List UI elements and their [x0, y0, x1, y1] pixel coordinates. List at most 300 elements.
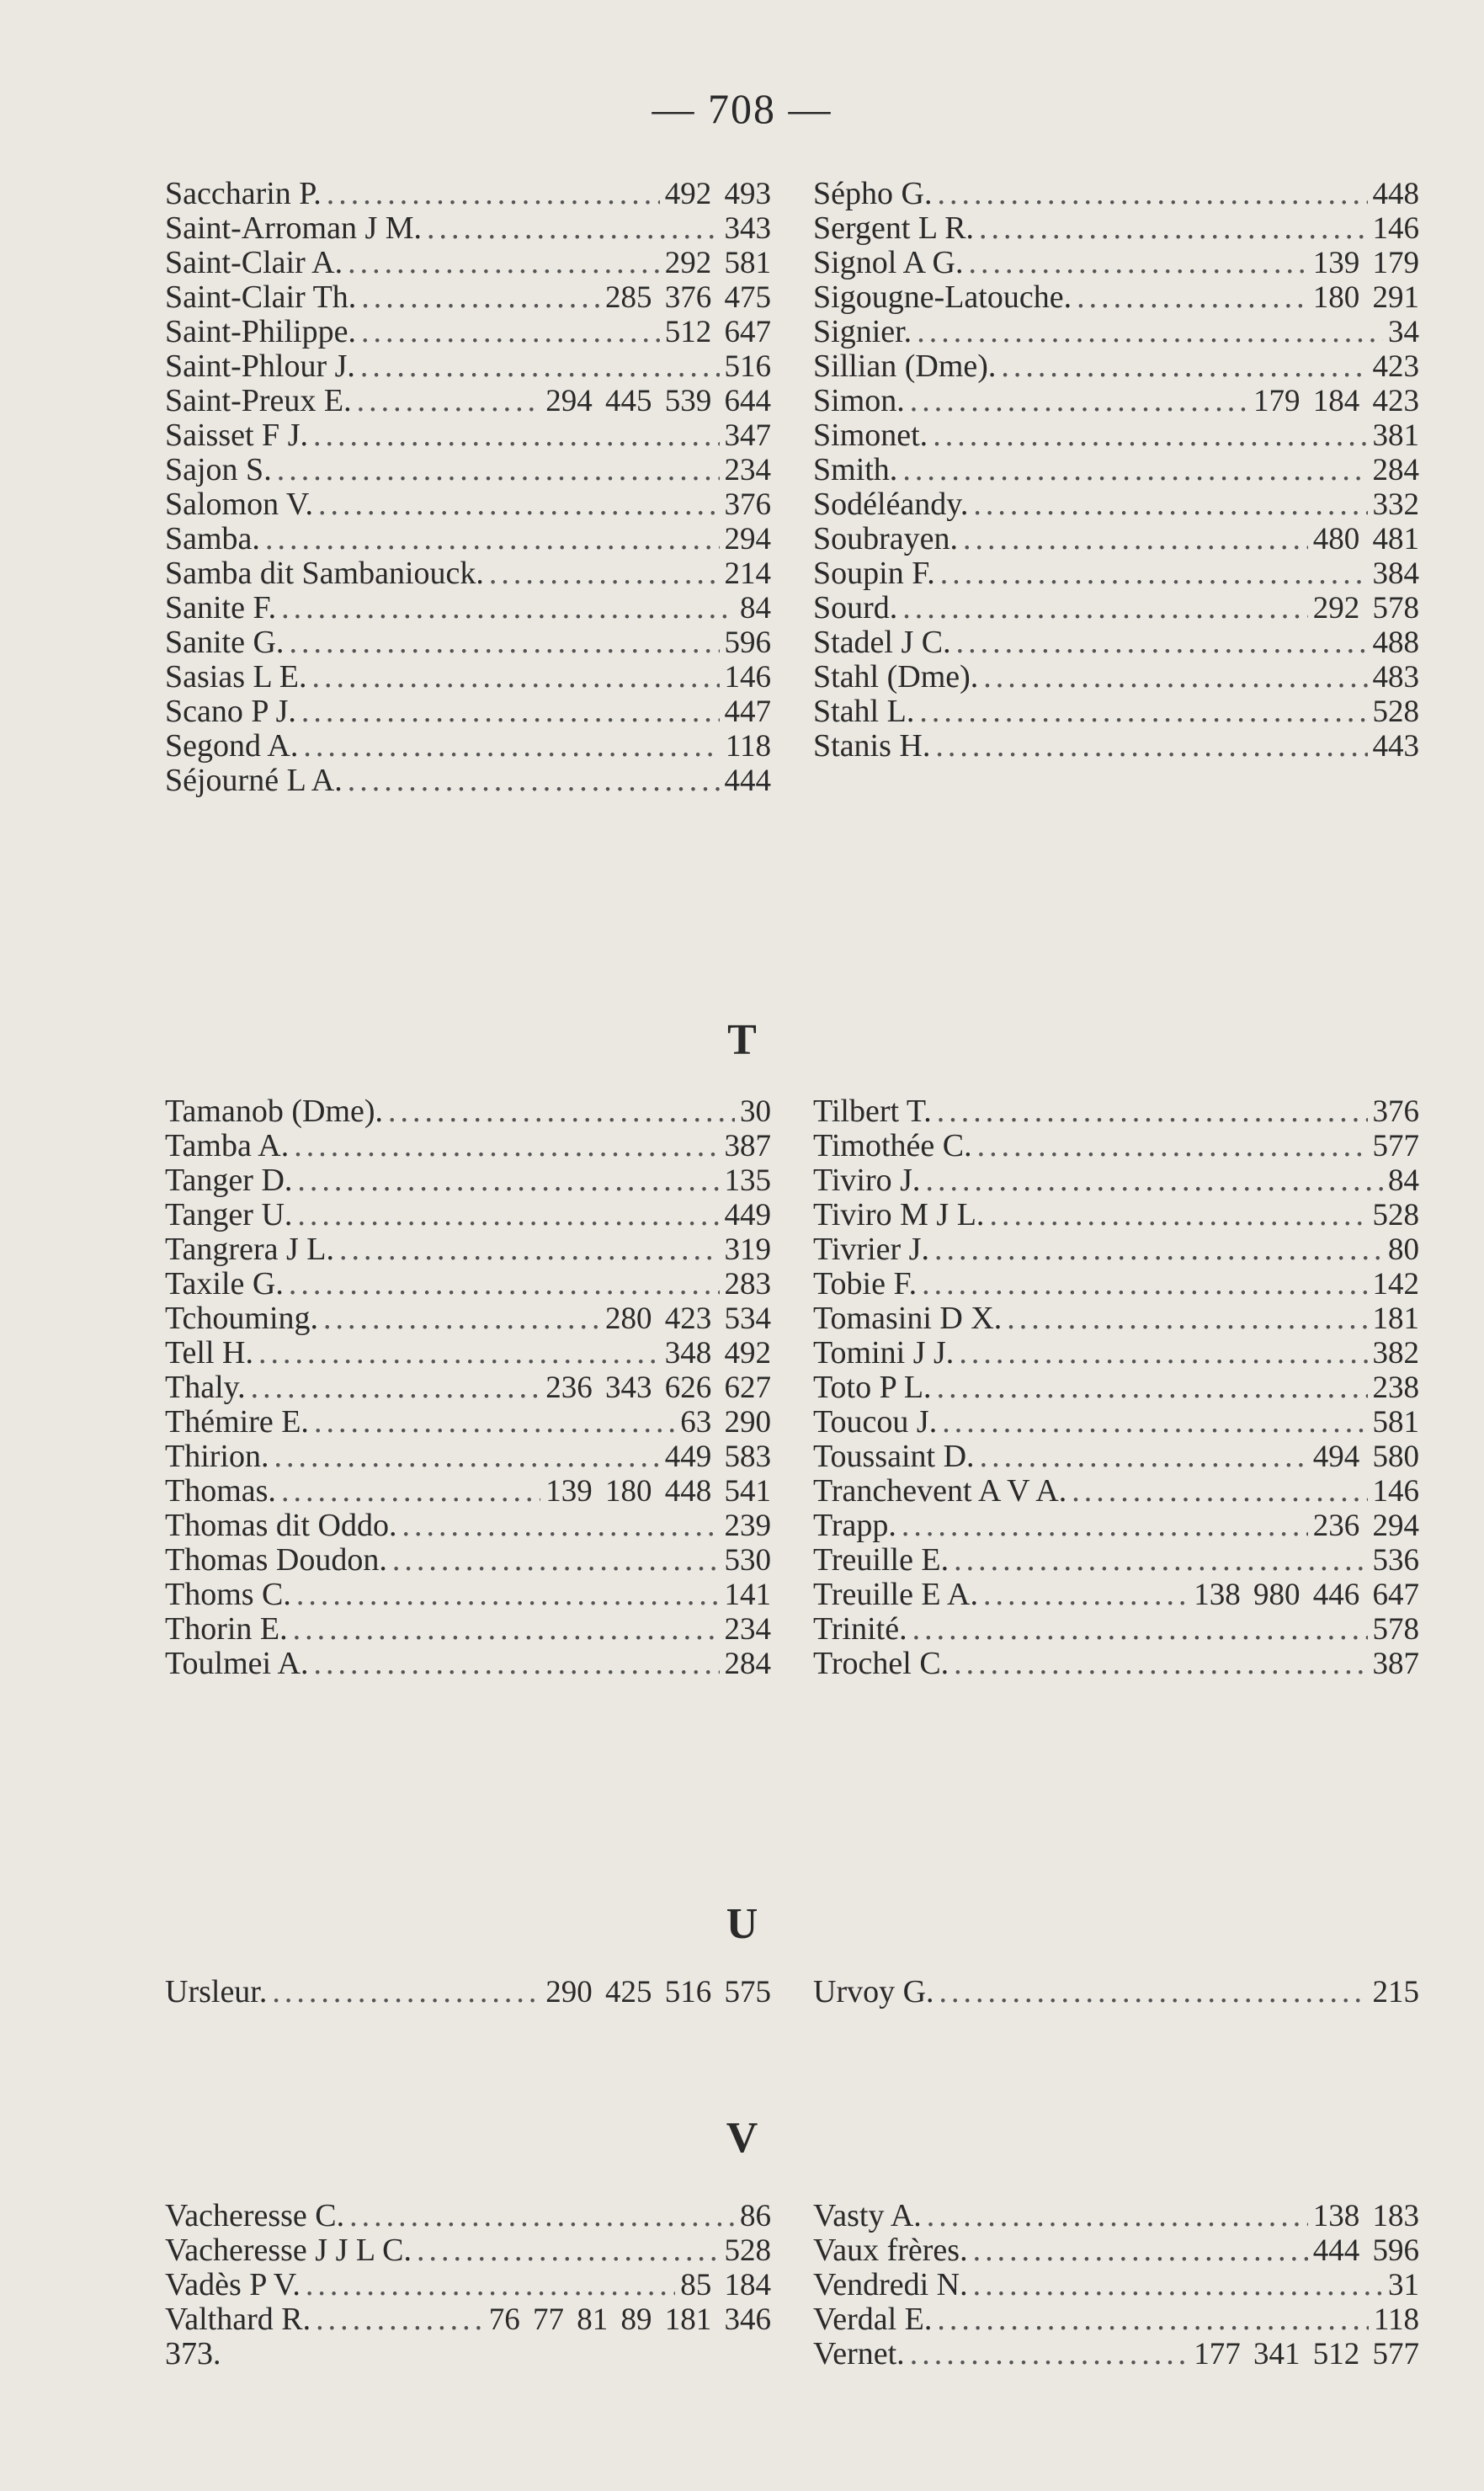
- dot-leader: [902, 453, 1367, 487]
- entry-name: Tangrera J L.: [165, 1232, 334, 1267]
- dot-leader: [489, 556, 720, 591]
- entry-pages: 348 492: [664, 1336, 771, 1371]
- entry-pages: 444 596: [1312, 2233, 1419, 2268]
- index-entry: [165, 1336, 771, 1371]
- entry-pages: 448: [1372, 177, 1419, 211]
- index-entry: [813, 280, 1419, 315]
- entry-pages: 236 294: [1312, 1509, 1419, 1543]
- entry-pages: 138 980 446 647: [1194, 1578, 1419, 1612]
- entry-name: Vacheresse J J L C.: [165, 2233, 412, 2268]
- dot-leader: [973, 2233, 1308, 2268]
- entry-name: Tchouming.: [165, 1301, 319, 1336]
- entry-name: Stahl (Dme).: [813, 659, 979, 695]
- dot-leader: [942, 1405, 1367, 1440]
- index-entry: [813, 1129, 1419, 1163]
- dot-leader: [327, 177, 660, 211]
- index-entry: [165, 2268, 771, 2302]
- entry-pages: 234: [724, 453, 771, 487]
- index-entry: [165, 487, 771, 522]
- entry-pages: 284: [724, 1647, 771, 1681]
- dot-leader: [937, 1094, 1368, 1129]
- entry-pages: 135: [724, 1163, 771, 1198]
- entry-name: Saint-Preux E.: [165, 383, 352, 418]
- index-entry: [813, 1371, 1419, 1405]
- index-entry: [165, 349, 771, 384]
- entry-pages: 381: [1372, 418, 1419, 453]
- index-entry: [165, 1198, 771, 1232]
- entry-pages: 384: [1372, 556, 1419, 591]
- dot-leader: [361, 280, 600, 315]
- entry-pages: 577: [1372, 1129, 1419, 1163]
- entry-name: Signol A G.: [813, 245, 964, 280]
- entry-name: Vadès P V.: [165, 2267, 301, 2302]
- index-entry: [813, 1509, 1419, 1543]
- dot-leader: [294, 1129, 719, 1163]
- index-entry: [813, 1543, 1419, 1578]
- entry-name: Treuille E.: [813, 1542, 949, 1578]
- entry-name: Saint-Arroman J M.: [165, 210, 423, 246]
- entry-name: Sergent L R.: [813, 210, 975, 246]
- index-entry: [165, 1163, 771, 1198]
- index-entry: [165, 625, 771, 660]
- entry-name: Tiviro M J L.: [813, 1197, 985, 1232]
- entry-pages: 332: [1372, 487, 1419, 522]
- index-entry: [813, 1232, 1419, 1267]
- index-entry: [813, 1094, 1419, 1129]
- entry-name: Sépho G.: [813, 176, 933, 211]
- index-entry: [813, 384, 1419, 418]
- entry-pages: 492 493: [664, 177, 771, 211]
- section-u-right-column: [813, 1975, 1419, 2009]
- section-letter-v: V: [726, 2114, 758, 2162]
- index-entry: [813, 591, 1419, 625]
- index-entry: [813, 246, 1419, 280]
- entry-name: Salomon V.: [165, 487, 313, 522]
- dot-leader: [318, 487, 720, 522]
- index-entry: [813, 660, 1419, 695]
- index-entry: [165, 1301, 771, 1336]
- dot-leader: [934, 1232, 1383, 1267]
- entry-name: Sigougne-Latouche.: [813, 279, 1072, 315]
- dot-leader: [910, 2337, 1189, 2371]
- dot-leader: [902, 591, 1307, 625]
- entry-name: Sodéléandy.: [813, 487, 969, 522]
- entry-name: Saint-Philippe.: [165, 314, 356, 349]
- index-entry: [165, 177, 771, 211]
- dot-leader: [349, 2199, 735, 2233]
- index-entry: [813, 1647, 1419, 1681]
- index-entry: [813, 487, 1419, 522]
- entry-pages: 294 445 539 644: [545, 384, 771, 418]
- dot-leader: [312, 660, 720, 695]
- index-entry: [165, 418, 771, 453]
- index-entry: [813, 2268, 1419, 2302]
- index-entry: [813, 1440, 1419, 1474]
- entry-name: Scano P J.: [165, 694, 296, 729]
- entry-pages: 444: [724, 764, 771, 798]
- dot-leader: [917, 315, 1383, 349]
- entry-pages: 180 291: [1312, 280, 1419, 315]
- entry-pages: 179 184 423: [1253, 384, 1419, 418]
- entry-name: Saint-Phlour J.: [165, 349, 355, 384]
- section-u-left-column: [165, 1975, 771, 2009]
- index-entry: [165, 764, 771, 798]
- entry-pages: 76 77 81 89 181 346: [488, 2302, 771, 2337]
- dot-leader: [1001, 349, 1367, 384]
- dot-leader: [388, 1094, 735, 1129]
- index-entry: [165, 2199, 771, 2233]
- index-entry: [813, 315, 1419, 349]
- entry-pages: 280 423 534: [605, 1301, 771, 1336]
- entry-name: Tamanob (Dme).: [165, 1094, 384, 1129]
- entry-name: Simonet.: [813, 418, 928, 453]
- entry-pages: 596: [724, 625, 771, 660]
- dot-leader: [935, 729, 1367, 764]
- entry-name: Vaux frères.: [813, 2233, 968, 2268]
- entry-name: Signier.: [813, 314, 912, 349]
- entry-name: Ursleur.: [165, 1974, 268, 2009]
- entry-name: Saisset F J.: [165, 418, 308, 453]
- section-letter-t: T: [727, 1016, 757, 1064]
- dot-leader: [956, 625, 1368, 660]
- dot-leader: [297, 1198, 719, 1232]
- entry-name: Tranchevent A V A.: [813, 1473, 1067, 1509]
- index-entry: [813, 349, 1419, 384]
- dot-leader: [297, 1163, 719, 1198]
- entry-pages: 139 179: [1312, 246, 1419, 280]
- entry-name: Valthard R.: [165, 2302, 311, 2337]
- index-entry: [165, 1509, 771, 1543]
- dot-leader: [289, 1267, 720, 1301]
- index-entry: [813, 695, 1419, 729]
- dot-leader: [293, 1612, 720, 1647]
- entry-name: Tiviro J.: [813, 1163, 921, 1198]
- entry-name: Smith.: [813, 452, 898, 487]
- entry-name: Thomas Doudon.: [165, 1542, 387, 1578]
- dot-leader: [361, 315, 660, 349]
- entry-name: Tomasini D X.: [813, 1301, 1003, 1336]
- entry-name: Vasty A.: [813, 2198, 922, 2233]
- entry-pages: 236 343 626 627: [545, 1371, 771, 1405]
- entry-name: Verdal E.: [813, 2302, 933, 2337]
- index-entry: [813, 2337, 1419, 2371]
- entry-pages: 146: [724, 660, 771, 695]
- entry-name: Thorin E.: [165, 1611, 288, 1647]
- index-entry: [165, 660, 771, 695]
- entry-pages: 376: [724, 487, 771, 522]
- index-entry: [813, 1163, 1419, 1198]
- entry-name: Tivrier J.: [813, 1232, 929, 1267]
- dot-leader: [402, 1509, 719, 1543]
- entry-name: Vacheresse C.: [165, 2198, 345, 2233]
- entry-pages: 238: [1372, 1371, 1419, 1405]
- index-entry: [165, 2302, 771, 2337]
- dot-leader: [274, 1440, 659, 1474]
- dot-leader: [258, 1336, 660, 1371]
- index-entry: [813, 1474, 1419, 1509]
- entry-name: Tomini J J.: [813, 1335, 955, 1371]
- entry-pages: 86: [740, 2199, 771, 2233]
- dot-leader: [989, 1198, 1367, 1232]
- dot-leader: [316, 2302, 484, 2337]
- index-entry: [165, 1371, 771, 1405]
- entry-name: Toulmei A.: [165, 1646, 309, 1681]
- index-entry: [813, 2199, 1419, 2233]
- entry-name: Sanite G.: [165, 625, 285, 660]
- dot-leader: [973, 2268, 1383, 2302]
- index-entry: [813, 453, 1419, 487]
- entry-name: Soupin F.: [813, 556, 935, 591]
- index-entry: [813, 1267, 1419, 1301]
- entry-name: Samba.: [165, 521, 260, 556]
- entry-name: Tell H.: [165, 1335, 253, 1371]
- entry-name: Trinité.: [813, 1611, 907, 1647]
- dot-leader: [983, 660, 1367, 695]
- entry-name: 373.: [165, 2336, 221, 2371]
- index-entry: [165, 1440, 771, 1474]
- entry-name: Thaly.: [165, 1370, 246, 1405]
- entry-name: Saint-Clair Th.: [165, 279, 357, 315]
- dot-leader: [357, 384, 541, 418]
- index-entry: [165, 384, 771, 418]
- entry-name: Stadel J C.: [813, 625, 951, 660]
- index-entry: [165, 1474, 771, 1509]
- entry-pages: 30: [740, 1094, 771, 1129]
- entry-pages: 488: [1372, 625, 1419, 660]
- entry-pages: 536: [1372, 1543, 1419, 1578]
- entry-pages: 214: [724, 556, 771, 591]
- dot-leader: [277, 453, 720, 487]
- entry-pages: 234: [724, 1612, 771, 1647]
- entry-name: Thomas.: [165, 1473, 276, 1509]
- entry-pages: 578: [1372, 1612, 1419, 1647]
- entry-pages: 294: [724, 522, 771, 556]
- dot-leader: [265, 522, 720, 556]
- dot-leader: [348, 246, 660, 280]
- entry-name: Samba dit Sambaniouck.: [165, 556, 484, 591]
- entry-pages: 118: [1373, 2302, 1419, 2337]
- index-entry: [813, 625, 1419, 660]
- entry-pages: 290 425 516 575: [545, 1975, 771, 2009]
- dot-leader: [272, 1975, 540, 2009]
- entry-pages: 239: [724, 1509, 771, 1543]
- entry-pages: 528: [1372, 695, 1419, 729]
- index-entry: [165, 1975, 771, 2009]
- index-entry: [165, 695, 771, 729]
- dot-leader: [973, 487, 1367, 522]
- entry-pages: 480 481: [1312, 522, 1419, 556]
- entry-pages: 85 184: [680, 2268, 771, 2302]
- index-entry: [165, 1612, 771, 1647]
- entry-name: Toucou J.: [813, 1404, 938, 1440]
- dot-leader: [392, 1543, 720, 1578]
- dot-leader: [979, 211, 1367, 246]
- index-entry: [165, 1094, 771, 1129]
- index-entry: [165, 315, 771, 349]
- section-t-left-column: [165, 1094, 771, 1681]
- entry-pages: 449 583: [664, 1440, 771, 1474]
- dot-leader: [301, 695, 720, 729]
- index-entry: [165, 1232, 771, 1267]
- entry-pages: 31: [1388, 2268, 1419, 2302]
- dot-leader: [937, 1371, 1368, 1405]
- dot-leader: [289, 625, 719, 660]
- section-t: [165, 1094, 1419, 1681]
- dot-leader: [427, 211, 719, 246]
- entry-name: Stahl L.: [813, 694, 915, 729]
- dot-leader: [927, 2199, 1308, 2233]
- entry-pages: 423: [1372, 349, 1419, 384]
- entry-pages: 146: [1372, 211, 1419, 246]
- entry-name: Thomas dit Oddo.: [165, 1508, 397, 1543]
- entry-pages: 447: [724, 695, 771, 729]
- dot-leader: [937, 2302, 1368, 2337]
- dot-leader: [306, 2268, 675, 2302]
- dot-leader: [977, 1129, 1368, 1163]
- entry-pages: 319: [724, 1232, 771, 1267]
- entry-name: Sajon S.: [165, 452, 272, 487]
- entry-name: Vernet.: [813, 2336, 905, 2371]
- entry-pages: 387: [1372, 1647, 1419, 1681]
- entry-pages: 449: [724, 1198, 771, 1232]
- index-entry: [813, 729, 1419, 764]
- entry-pages: 376: [1372, 1094, 1419, 1129]
- entry-name: Saccharin P.: [165, 176, 322, 211]
- entry-name: Toto P L.: [813, 1370, 932, 1405]
- entry-name: Tanger D.: [165, 1163, 293, 1198]
- entry-name: Urvoy G.: [813, 1974, 934, 2009]
- dot-leader: [313, 1647, 719, 1681]
- dot-leader: [303, 729, 721, 764]
- index-entry: [165, 1543, 771, 1578]
- index-entry: [165, 729, 771, 764]
- entry-pages: 494 580: [1312, 1440, 1419, 1474]
- index-entry: [813, 1975, 1419, 2009]
- dot-leader: [348, 764, 720, 798]
- entry-pages: 84: [740, 591, 771, 625]
- index-entry: [165, 211, 771, 246]
- index-entry: [165, 1647, 771, 1681]
- index-entry: [165, 591, 771, 625]
- entry-pages: 177 341 512 577: [1194, 2337, 1419, 2371]
- section-v-left-column: [165, 2199, 771, 2371]
- entry-pages: 84: [1388, 1163, 1419, 1198]
- index-entry: [165, 1578, 771, 1612]
- entry-pages: 530: [724, 1543, 771, 1578]
- dot-leader: [910, 384, 1248, 418]
- dot-leader: [251, 1371, 541, 1405]
- index-entry: [165, 522, 771, 556]
- entry-pages: 284: [1372, 453, 1419, 487]
- section-t-right-column: [813, 1094, 1419, 1681]
- dot-leader: [281, 591, 735, 625]
- index-entry: [165, 2233, 771, 2268]
- dot-leader: [323, 1301, 600, 1336]
- entry-pages: 34: [1388, 315, 1419, 349]
- entry-name: Saint-Clair A.: [165, 245, 343, 280]
- dot-leader: [954, 1647, 1367, 1681]
- entry-pages: 528: [1372, 1198, 1419, 1232]
- entry-pages: 382: [1372, 1336, 1419, 1371]
- dot-leader: [1007, 1301, 1367, 1336]
- dot-leader: [314, 1405, 675, 1440]
- entry-name: Treuille E A.: [813, 1577, 978, 1612]
- index-entry: [165, 556, 771, 591]
- dot-leader: [1072, 1474, 1367, 1509]
- index-entry: [813, 1578, 1419, 1612]
- entry-name: Sillian (Dme).: [813, 349, 997, 384]
- dot-leader: [959, 1336, 1367, 1371]
- entry-pages: 292 581: [664, 246, 771, 280]
- section-s-right-column: [813, 177, 1419, 798]
- entry-pages: 483: [1372, 660, 1419, 695]
- index-entry: [165, 246, 771, 280]
- entry-name: Tilbert T.: [813, 1094, 932, 1129]
- dot-leader: [925, 1163, 1383, 1198]
- section-v-right-column: [813, 2199, 1419, 2371]
- entry-pages: 118: [725, 729, 771, 764]
- entry-pages: 63 290: [680, 1405, 771, 1440]
- dot-leader: [937, 177, 1367, 211]
- entry-pages: 139 180 448 541: [545, 1474, 771, 1509]
- index-entry: [813, 522, 1419, 556]
- entry-name: Tanger U.: [165, 1197, 293, 1232]
- dot-leader: [980, 1440, 1308, 1474]
- dot-leader: [360, 349, 720, 384]
- entry-name: Toussaint D.: [813, 1439, 975, 1474]
- entry-pages: 347: [724, 418, 771, 453]
- index-entry: [813, 556, 1419, 591]
- entry-pages: 343: [724, 211, 771, 246]
- entry-pages: 443: [1372, 729, 1419, 764]
- index-entry: [813, 1301, 1419, 1336]
- entry-name: Sasias L E.: [165, 659, 307, 695]
- entry-pages: 292 578: [1312, 591, 1419, 625]
- dot-leader: [281, 1474, 540, 1509]
- entry-name: Simon.: [813, 383, 905, 418]
- section-s: [165, 177, 1419, 798]
- index-entry: [813, 1405, 1419, 1440]
- page-number: — 708 —: [652, 85, 832, 132]
- dot-leader: [313, 418, 720, 453]
- entry-pages: 528: [724, 2233, 771, 2268]
- dot-leader: [983, 1578, 1189, 1612]
- entry-name: Segond A.: [165, 728, 299, 764]
- index-entry: [165, 453, 771, 487]
- entry-name: Thirion.: [165, 1439, 269, 1474]
- entry-pages: 146: [1372, 1474, 1419, 1509]
- index-entry: [813, 211, 1419, 246]
- dot-leader: [902, 1509, 1308, 1543]
- entry-pages: 581: [1372, 1405, 1419, 1440]
- dot-leader: [968, 246, 1307, 280]
- dot-leader: [296, 1578, 720, 1612]
- entry-name: Timothée C.: [813, 1128, 972, 1163]
- entry-name: Vendredi N.: [813, 2267, 968, 2302]
- dot-leader: [963, 522, 1308, 556]
- entry-pages: 512 647: [664, 315, 771, 349]
- entry-name: Taxile G.: [165, 1266, 284, 1301]
- entry-pages: 283: [724, 1267, 771, 1301]
- entry-pages: 181: [1372, 1301, 1419, 1336]
- entry-name: Trochel C.: [813, 1646, 949, 1681]
- entry-name: Tobie F.: [813, 1266, 918, 1301]
- entry-name: Thoms C.: [165, 1577, 291, 1612]
- dot-leader: [1077, 280, 1308, 315]
- entry-name: Thémire E.: [165, 1404, 309, 1440]
- index-entry: [813, 1198, 1419, 1232]
- section-v: [165, 2199, 1419, 2371]
